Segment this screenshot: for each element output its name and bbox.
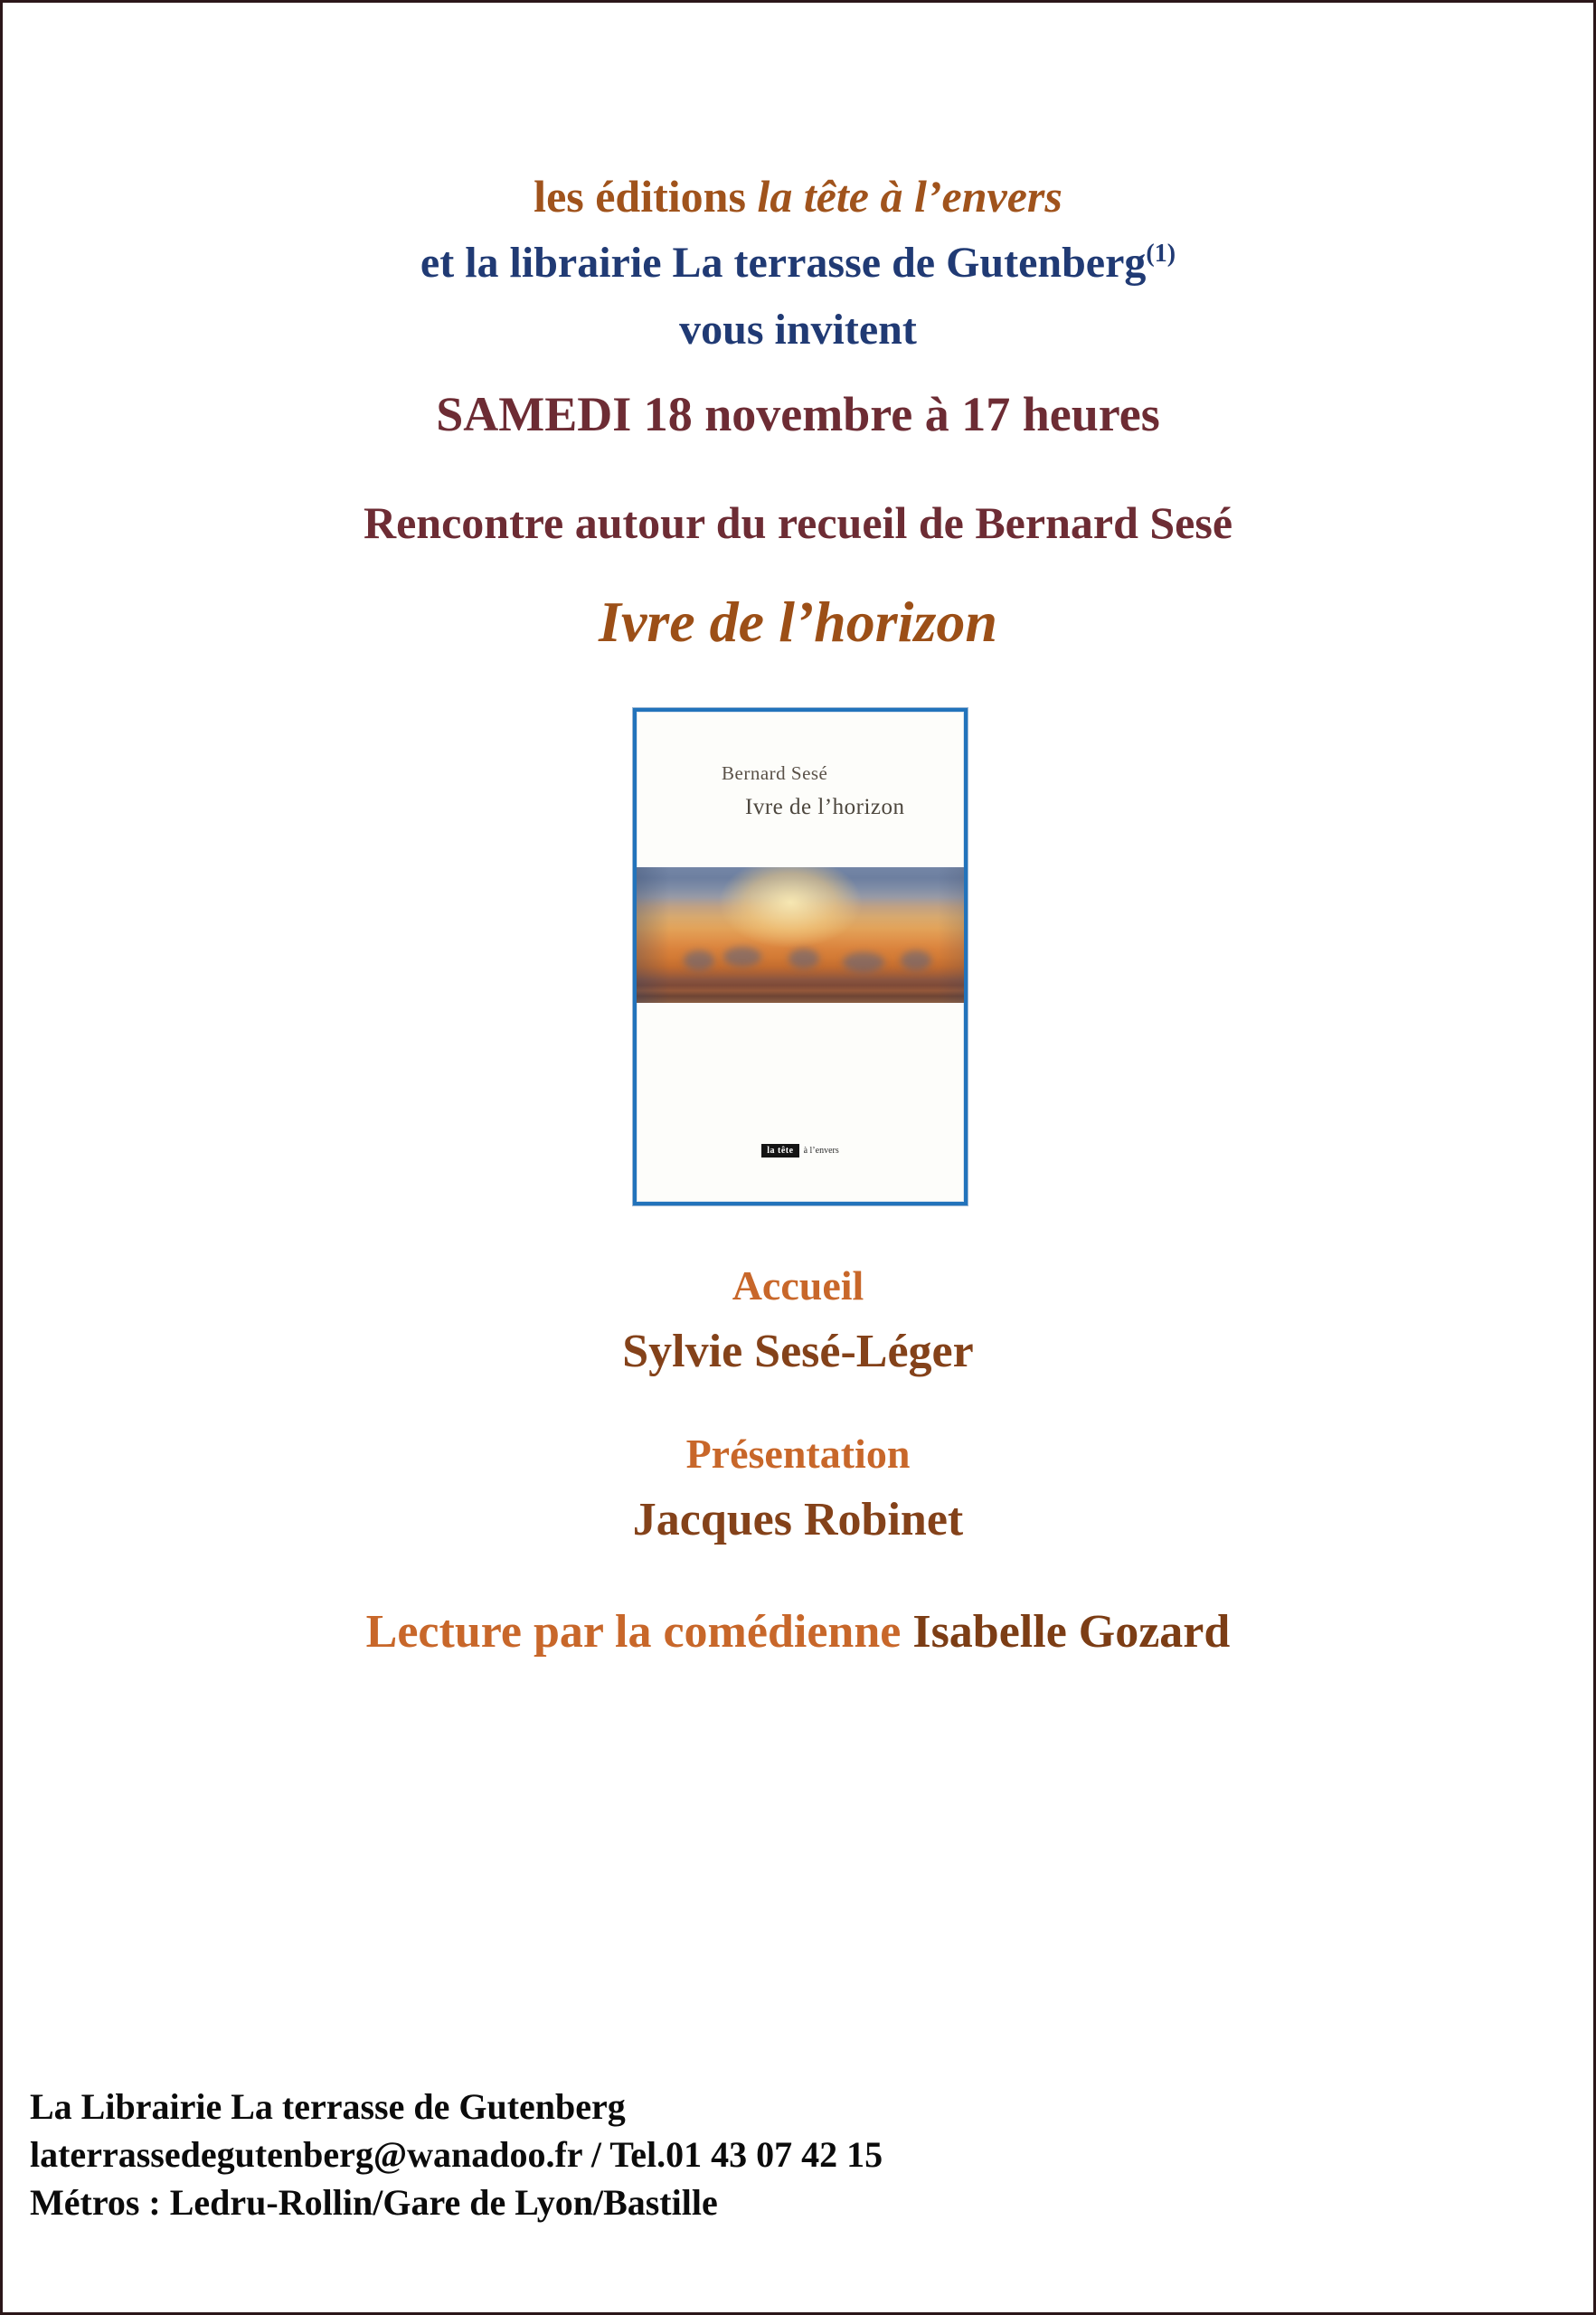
lecture-prefix: Lecture par la comédienne xyxy=(365,1606,913,1658)
invite-line: vous invitent xyxy=(679,306,917,354)
book-cover xyxy=(633,708,968,1205)
program-role-presentation: Présentation xyxy=(685,1431,911,1477)
cover-horizon-painting xyxy=(637,867,964,1003)
painting-tree-smudge xyxy=(789,949,819,969)
painting-tree-smudge xyxy=(684,950,714,970)
program-name-presentation: Jacques Robinet xyxy=(632,1494,964,1545)
publisher-logo-suffix: à l’envers xyxy=(803,1146,839,1156)
painting-tree-smudge xyxy=(901,950,931,970)
program-name-accueil: Sylvie Sesé-Léger xyxy=(622,1326,974,1377)
lecture-actress-name: Isabelle Gozard xyxy=(912,1606,1231,1658)
program-role-accueil: Accueil xyxy=(732,1262,864,1309)
publisher-name-italic: la tête à l’envers xyxy=(757,171,1062,222)
painting-tree-smudge xyxy=(843,952,884,972)
event-date-line: SAMEDI 18 novembre à 17 heures xyxy=(436,387,1160,441)
footer-email-phone: laterrassedegutenberg@wanadoo.fr / Tel.01 43 07 42 15 xyxy=(30,2134,883,2175)
publisher-line xyxy=(3,170,1593,222)
bookshop-line xyxy=(3,238,1593,288)
event-meeting-line: Rencontre autour du recueil de Bernard Sesé xyxy=(363,497,1233,548)
cover-title: Ivre de l’horizon xyxy=(745,795,905,819)
bookshop-text: et la librairie La terrasse de Gutenberg xyxy=(420,239,1147,287)
footnote-marker: (1) xyxy=(1146,240,1176,268)
publisher-logo-box: la tête xyxy=(761,1144,798,1158)
lecture-line xyxy=(3,1605,1593,1658)
footer-bookshop-name: La Librairie La terrasse de Gutenberg xyxy=(30,2086,626,2127)
publisher-logo xyxy=(637,1144,964,1158)
footer-metro-stations: Métros : Ledru-Rollin/Gare de Lyon/Bastille xyxy=(30,2182,718,2223)
painting-tree-smudge xyxy=(723,947,761,967)
cover-author: Bernard Sesé xyxy=(722,762,828,784)
footer-contact-block xyxy=(30,2083,883,2226)
book-title-heading: Ivre de l’horizon xyxy=(599,590,997,654)
publisher-prefix: les éditions xyxy=(534,171,758,222)
